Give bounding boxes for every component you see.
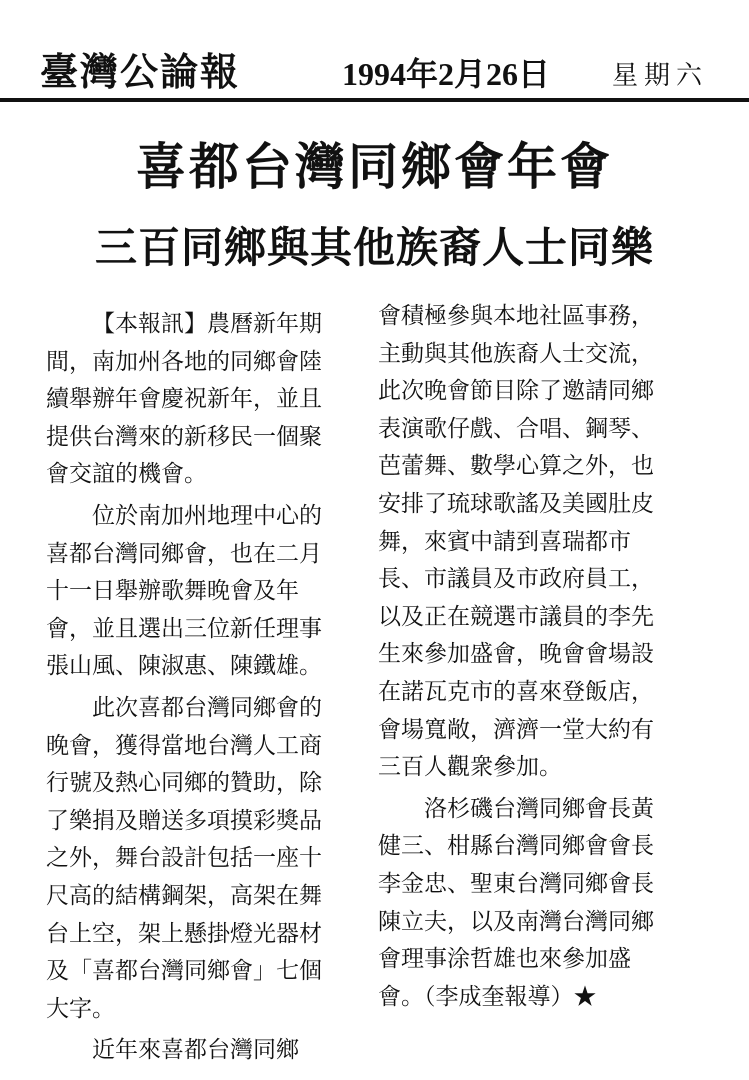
article-subheadline: 三百同鄉與其他族裔人士同樂 — [94, 223, 654, 272]
article-paragraph: 會積極參與本地社區事務，主動與其他族裔人士交流，此次晚會節目除了邀請同鄉表演歌仔戲、合唱、鋼琴、芭蕾舞、數學心算之外，也安排了琉球歌謠及美國肚皮舞，來賓中請到喜瑞都市長、市議員及市政府員工，以及正在競選市議員的李先生來參加盛會，晚會會場設在諾瓦克市的喜來登飯店，會場寬敞，濟濟一堂大約有三百人觀衆參加。 — [378, 303, 654, 781]
issue-weekday: 星期六 — [612, 61, 709, 91]
article-paragraph: 【本報訊】農曆新年期間，南加州各地的同鄉會陸續舉辦年會慶祝新年，並且提供台灣來的新移民一個聚會交誼的機會。 — [46, 311, 322, 488]
article-paragraph: 近年來喜都台灣同鄉 — [92, 1037, 299, 1064]
masthead-divider — [0, 98, 749, 102]
article-paragraph: 此次喜都台灣同鄉會的晚會，獲得當地台灣人工商行號及熱心同鄉的贊助，除了樂捐及贈送多項摸彩獎品之外，舞台設計包括一座十尺高的結構鋼架，高架在舞台上空，架上懸掛燈光器材及「喜都台灣同鄉會」七個大字。 — [46, 694, 322, 1022]
issue-date: 1994年2月26日 — [342, 56, 551, 92]
masthead — [0, 0, 749, 104]
article-column-right — [378, 298, 674, 1020]
article-headline: 喜都台灣同鄉會年會 — [136, 138, 613, 196]
article-paragraph: 洛杉磯台灣同鄉會長黃健三、柑縣台灣同鄉會會長李金忠、聖東台灣同鄉會長陳立夫，以及南灣台灣同鄉會理事涂哲雄也來參加盛會。（李成奎報導）★ — [378, 795, 654, 1010]
article-column-left — [46, 306, 342, 1074]
newspaper-name: 臺灣公論報 — [40, 50, 241, 94]
article-paragraph: 位於南加州地理中心的喜都台灣同鄉會，也在二月十一日舉辦歌舞晚會及年會，並且選出三位新任理事張山風、陳淑惠、陳鐵雄。 — [46, 502, 322, 680]
